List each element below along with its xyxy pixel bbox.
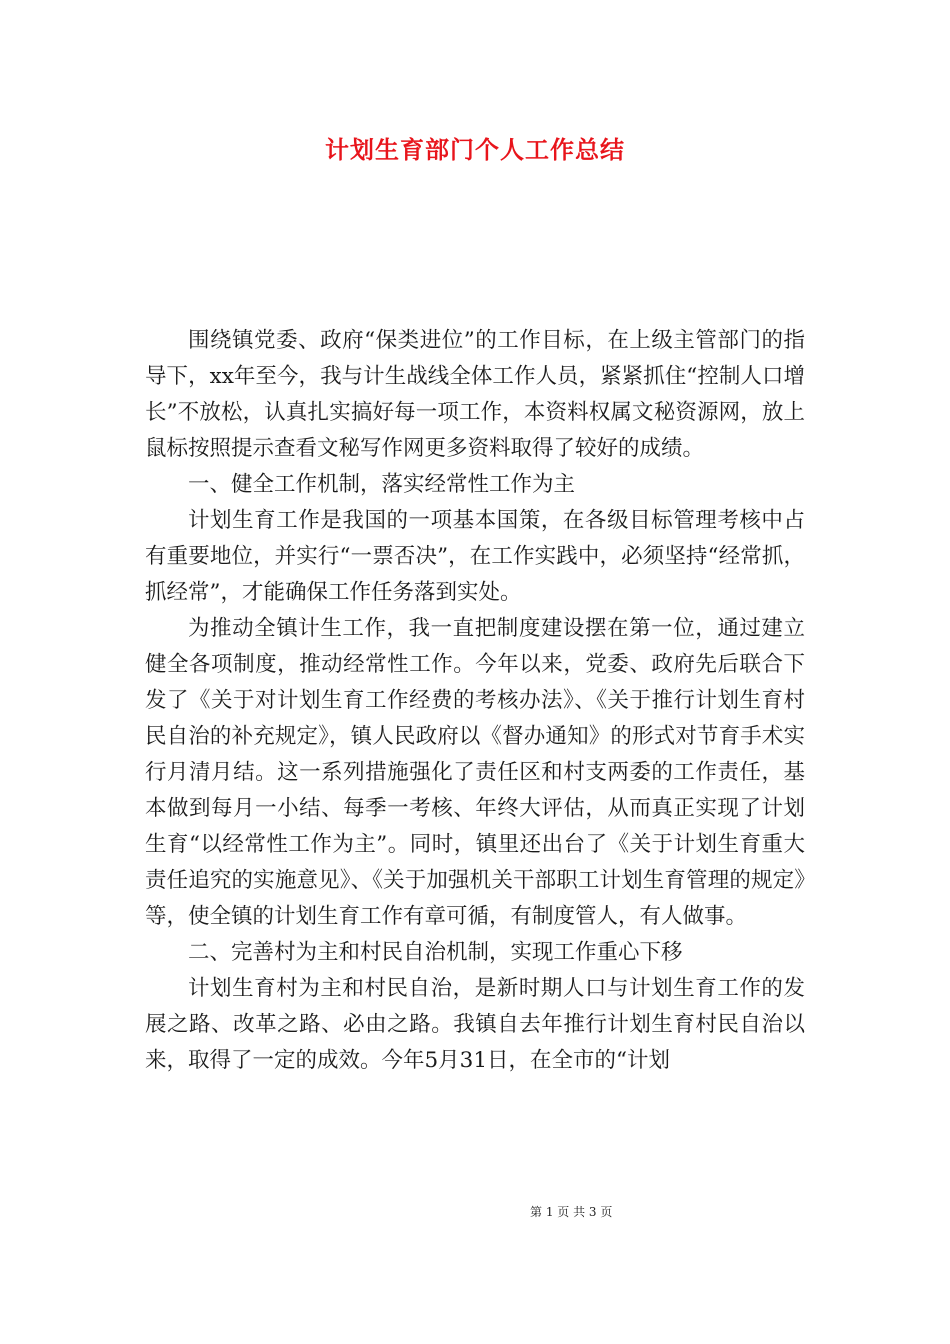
document-title: 计划生育部门个人工作总结	[325, 136, 625, 164]
paragraph-system: 为推动全镇计生工作，我一直把制度建设摆在第一位，通过建立健全各项制度，推动经常性工作。今年以来，党委、政府先后联合下发了《关于对计划生育工作经费的考核办法》、《关于推行计划生育村民自治的补充规定》，镇人民政府以《督办通知》的形式对节育手术实行月清月结。这一系列措施强化了责任区和村支两委的工作责任，基本做到每月一小结、每季一考核、年终大评估，从而真正实现了计划生育“以经常性工作为主”。同时，镇里还出台了《关于计划生育重大责任追究的实施意见》、《关于加强机关干部职工计划生育管理的规定》等，使全镇的计划生育工作有章可循，有制度管人，有人做事。	[145, 616, 805, 929]
paragraph-intro: 围绕镇党委、政府“保类进位”的工作目标，在上级主管部门的指导下，xx年至今，我与计生战线全体工作人员，紧紧抓住“控制人口增长”不放松，认真扎实搞好每一项工作，本资料权属文秘资源网，放上鼠标按照提示查看文秘写作网更多资料取得了较好的成绩。	[145, 328, 805, 461]
paragraph-village: 计划生育村为主和村民自治，是新时期人口与计划生育工作的发展之路、改革之路、必由之路。我镇自去年推行计划生育村民自治以来，取得了一定的成效。今年5月31日，在全市的“计划	[145, 976, 805, 1073]
document-body	[145, 323, 805, 1079]
paragraph-policy: 计划生育工作是我国的一项基本国策，在各级目标管理考核中占有重要地位，并实行“一票否决”，在工作实践中，必须坚持“经常抓，抓经常”，才能确保工作任务落到实处。	[145, 508, 805, 605]
section-heading-2: 二、完善村为主和村民自治机制，实现工作重心下移	[188, 940, 683, 965]
page-footer: 第 1 页 共 3 页	[530, 1205, 613, 1219]
section-heading-1: 一、健全工作机制，落实经常性工作为主	[188, 472, 576, 497]
